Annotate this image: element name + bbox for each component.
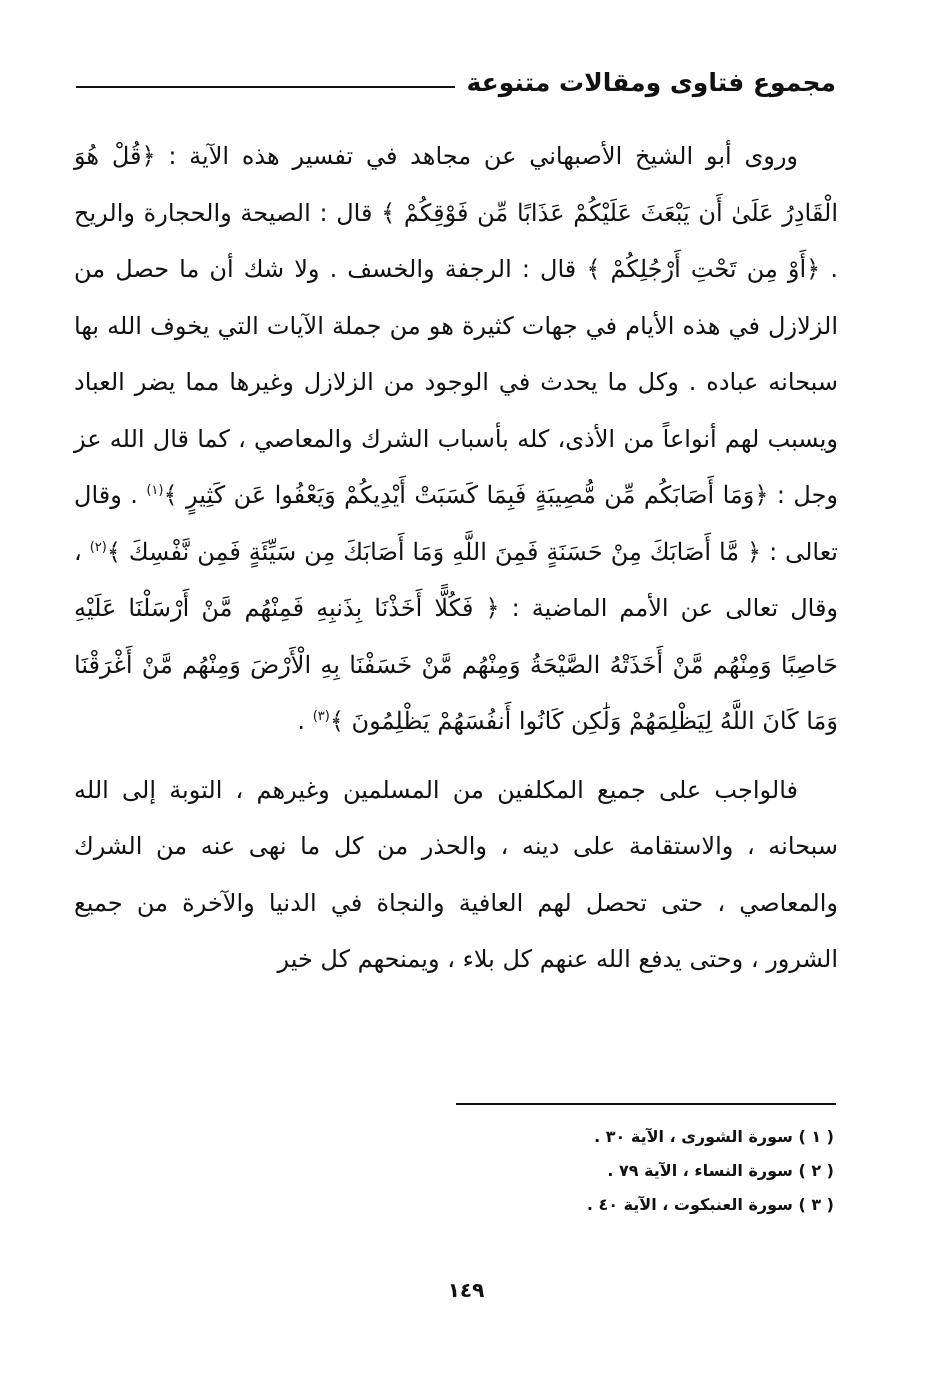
footnote-ref-1: (١) xyxy=(146,483,164,498)
text-segment: . وقال تعالى : xyxy=(74,481,838,566)
footnote-2: ( ٢ ) سورة النساء ، الآية ٧٩ . xyxy=(607,1161,834,1180)
footnote-ref-2: (٢) xyxy=(89,539,107,555)
paragraph-1 xyxy=(74,128,838,750)
footnote-ref-3: (٣) xyxy=(312,709,330,724)
paragraph-2: فالواجب على جميع المكلفين من المسلمين وغيرهم ، التوبة إلى الله سبحانه ، والاستقامة على دينه ، والحذر من كل ما نهى عنه من الشرك والمعاصي ، حتى تحصل لهم العافية والنجاة في الدنيا والآخرة من جميع الشرور ، وحتى يدفع الله عنهم كل بلاء ، ويمنحهم كل خير xyxy=(74,775,838,973)
quran-verse: ﴿ مَّا أَصَابَكَ مِنْ حَسَنَةٍ فَمِنَ اللَّهِ وَمَا أَصَابَكَ مِن سَيِّئَةٍ فَمِن نَّفْسِكَ ﴾ xyxy=(106,537,762,566)
running-header xyxy=(76,62,836,102)
main-text xyxy=(74,128,838,988)
page-number: ١٤٩ xyxy=(447,1278,485,1302)
quran-verse: ﴿ فَكُلًّا أَخَذْنَا بِذَنبِهِ فَمِنْهُم مَّنْ أَرْسَلْنَا عَلَيْهِ حَاصِبًا وَمِنْهُم مَّنْ أَخَذَتْهُ الصَّيْحَةُ وَمِنْهُم مَّنْ خَسَفْنَا بِهِ الْأَرْضَ وَمِنْهُم مَّنْ أَغْرَقْنَا وَمَا كَانَ اللَّهُ لِيَظْلِمَهُمْ وَلَٰكِن كَانُوا أَنفُسَهُمْ يَظْلِمُونَ ﴾ xyxy=(74,594,838,735)
text-segment: . xyxy=(297,707,306,735)
footnote-rule xyxy=(456,1103,836,1105)
footnote-1: ( ١ ) سورة الشورى ، الآية ٣٠ . xyxy=(594,1127,834,1146)
text-segment: ، وقال تعالى عن الأمم الماضية : xyxy=(74,537,839,622)
text-segment: وروى أبو الشيخ الأصبهاني عن مجاهد في تفسير هذه الآية : xyxy=(168,142,798,170)
book-title: مجموع فتاوى ومقالات متنوعة xyxy=(466,67,836,97)
header-rule xyxy=(76,86,455,88)
footnote-3: ( ٣ ) سورة العنبكوت ، الآية ٤٠ . xyxy=(586,1195,834,1214)
quran-verse: ﴿أَوْ مِن تَحْتِ أَرْجُلِكُمْ ﴾ xyxy=(586,255,821,283)
text-segment: قال : الرجفة والخسف . ولا شك أن ما حصل من الزلازل في هذه الأيام في جهات كثيرة هو من جملة الآيات التي يخوف الله بها سبحانه عباده . وكل ما يحدث في الوجود من الزلازل وغيرها مما يضر العباد ويسبب لهم أنواعاً من الأذى، كله بأسباب الشرك والمعاصي ، كما قال الله عز وجل : xyxy=(74,255,838,509)
footnotes xyxy=(334,1120,834,1222)
quran-verse: ﴿قُلْ هُوَ الْقَادِرُ عَلَىٰ أَن يَبْعَثَ عَلَيْكُمْ عَذَابًا مِّن فَوْقِكُمْ ﴾ xyxy=(74,142,838,227)
quran-verse: ﴿وَمَا أَصَابَكُم مِّن مُّصِيبَةٍ فَبِمَا كَسَبَتْ أَيْدِيكُمْ وَيَعْفُوا عَن كَثِيرٍ ﴾ xyxy=(163,481,769,509)
text-segment: قال : الصيحة والحجارة والريح . xyxy=(74,198,838,283)
